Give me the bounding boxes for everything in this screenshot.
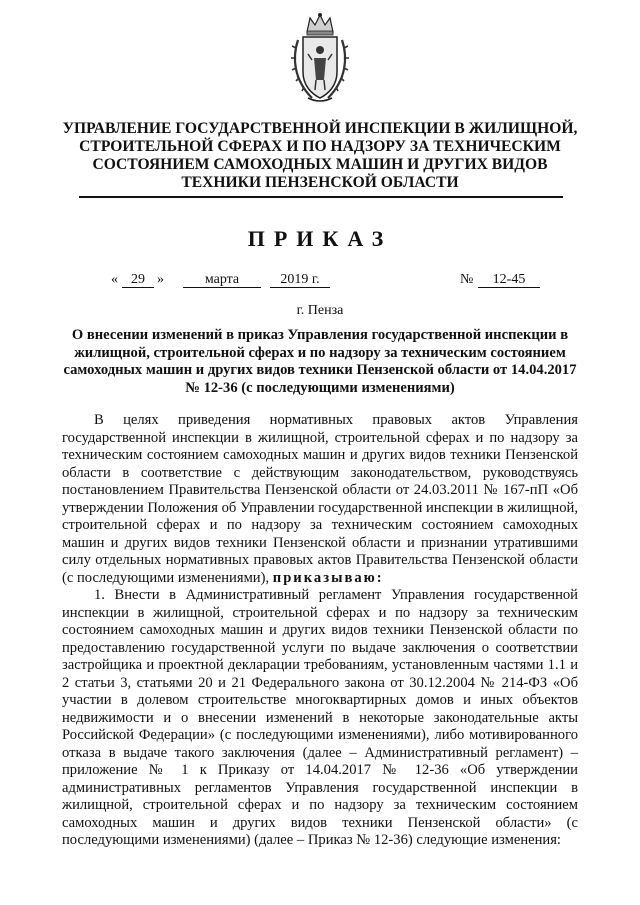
penza-region-coat-of-arms-icon <box>290 10 350 106</box>
date-close-quote: » <box>157 272 164 287</box>
preamble-text: В целях приведения нормативных правовых актов Управления государственной инспекции в жилищной, строительной сферах и по надзору за техническим состоянием самоходных машин и других видов техники Пензенской области в соответствие с действующим законодательством, руководствуясь постановлением Правительства Пензенской области от 24.03.2011 № 167-пП «Об утверждении Положения об Управлении государственной инспекции в жилищной, строительной сферах и по надзору за техническим состоянием самоходных машин и других видов техники Пензенской области и признании утратившими силу отдельных нормативных правовых актов Правительства Пензенской области (с последующими изменениями), <box>62 412 578 586</box>
date-open-quote: « <box>111 272 118 287</box>
preamble-paragraph <box>62 412 578 587</box>
header-divider <box>79 196 563 198</box>
document-body <box>62 412 578 850</box>
organization-name: УПРАВЛЕНИЕ ГОСУДАРСТВЕННОЙ ИНСПЕКЦИИ В ЖИЛИЩНОЙ, СТРОИТЕЛЬНОЙ СФЕРАХ И ПО НАДЗОРУ ЗА ТЕХНИЧЕСКИМ СОСТОЯНИЕМ САМОХОДНЫХ МАШИН И ДРУГИХ ВИДОВ ТЕХНИКИ ПЕНЗЕНСКОЙ ОБЛАСТИ <box>62 120 578 191</box>
document-subject: О внесении изменений в приказ Управления государственной инспекции в жилищной, строительной сферах и по надзору за техническим состоянием самоходных машин и других видов техники Пензенской области от 14.04.2017 № 12-36 (с последующими изменениями) <box>63 327 577 396</box>
document-type-title: ПРИКАЗ <box>247 226 393 251</box>
date-year: 2019 г. <box>270 272 330 288</box>
date-day: 29 <box>122 272 154 288</box>
item-1-paragraph: 1. Внести в Административный регламент Управления государственной инспекции в жилищной, строительной сферах и по надзору за техническим состоянием самоходных машин и других видов техники Пензенской области по предоставлению государственной услуги по выдаче заключения о соответствии застройщика и проектной декларации требованиям, установленным частями 1.1 и 2 статьи 3, статьями 20 и 21 Федерального закона от 30.12.2004 № 214-ФЗ «Об участии в долевом строительстве многоквартирных домов и иных объектов недвижимости и о внесении изменений в некоторые законодательные акты Российской Федерации» (с последующими изменениями), либо мотивированного отказа в выдаче такого заключения (далее – Административный регламент) – приложение № 1 к Приказу от 14.04.2017 № 12-36 «Об утверждении административных регламентов Управления государственной инспекции в жилищной, строительной сферах и по надзору за техническим состоянием самоходных машин и других видов техники Пензенской области» (с последующими изменениями) (далее – Приказ № 12-36) следующие изменения: <box>62 587 578 848</box>
document-number: 12-45 <box>478 272 540 288</box>
number-sign: № <box>460 272 474 287</box>
city-name: г. Пенза <box>296 303 344 318</box>
order-word: приказываю: <box>272 569 384 586</box>
date-month: марта <box>183 272 261 288</box>
